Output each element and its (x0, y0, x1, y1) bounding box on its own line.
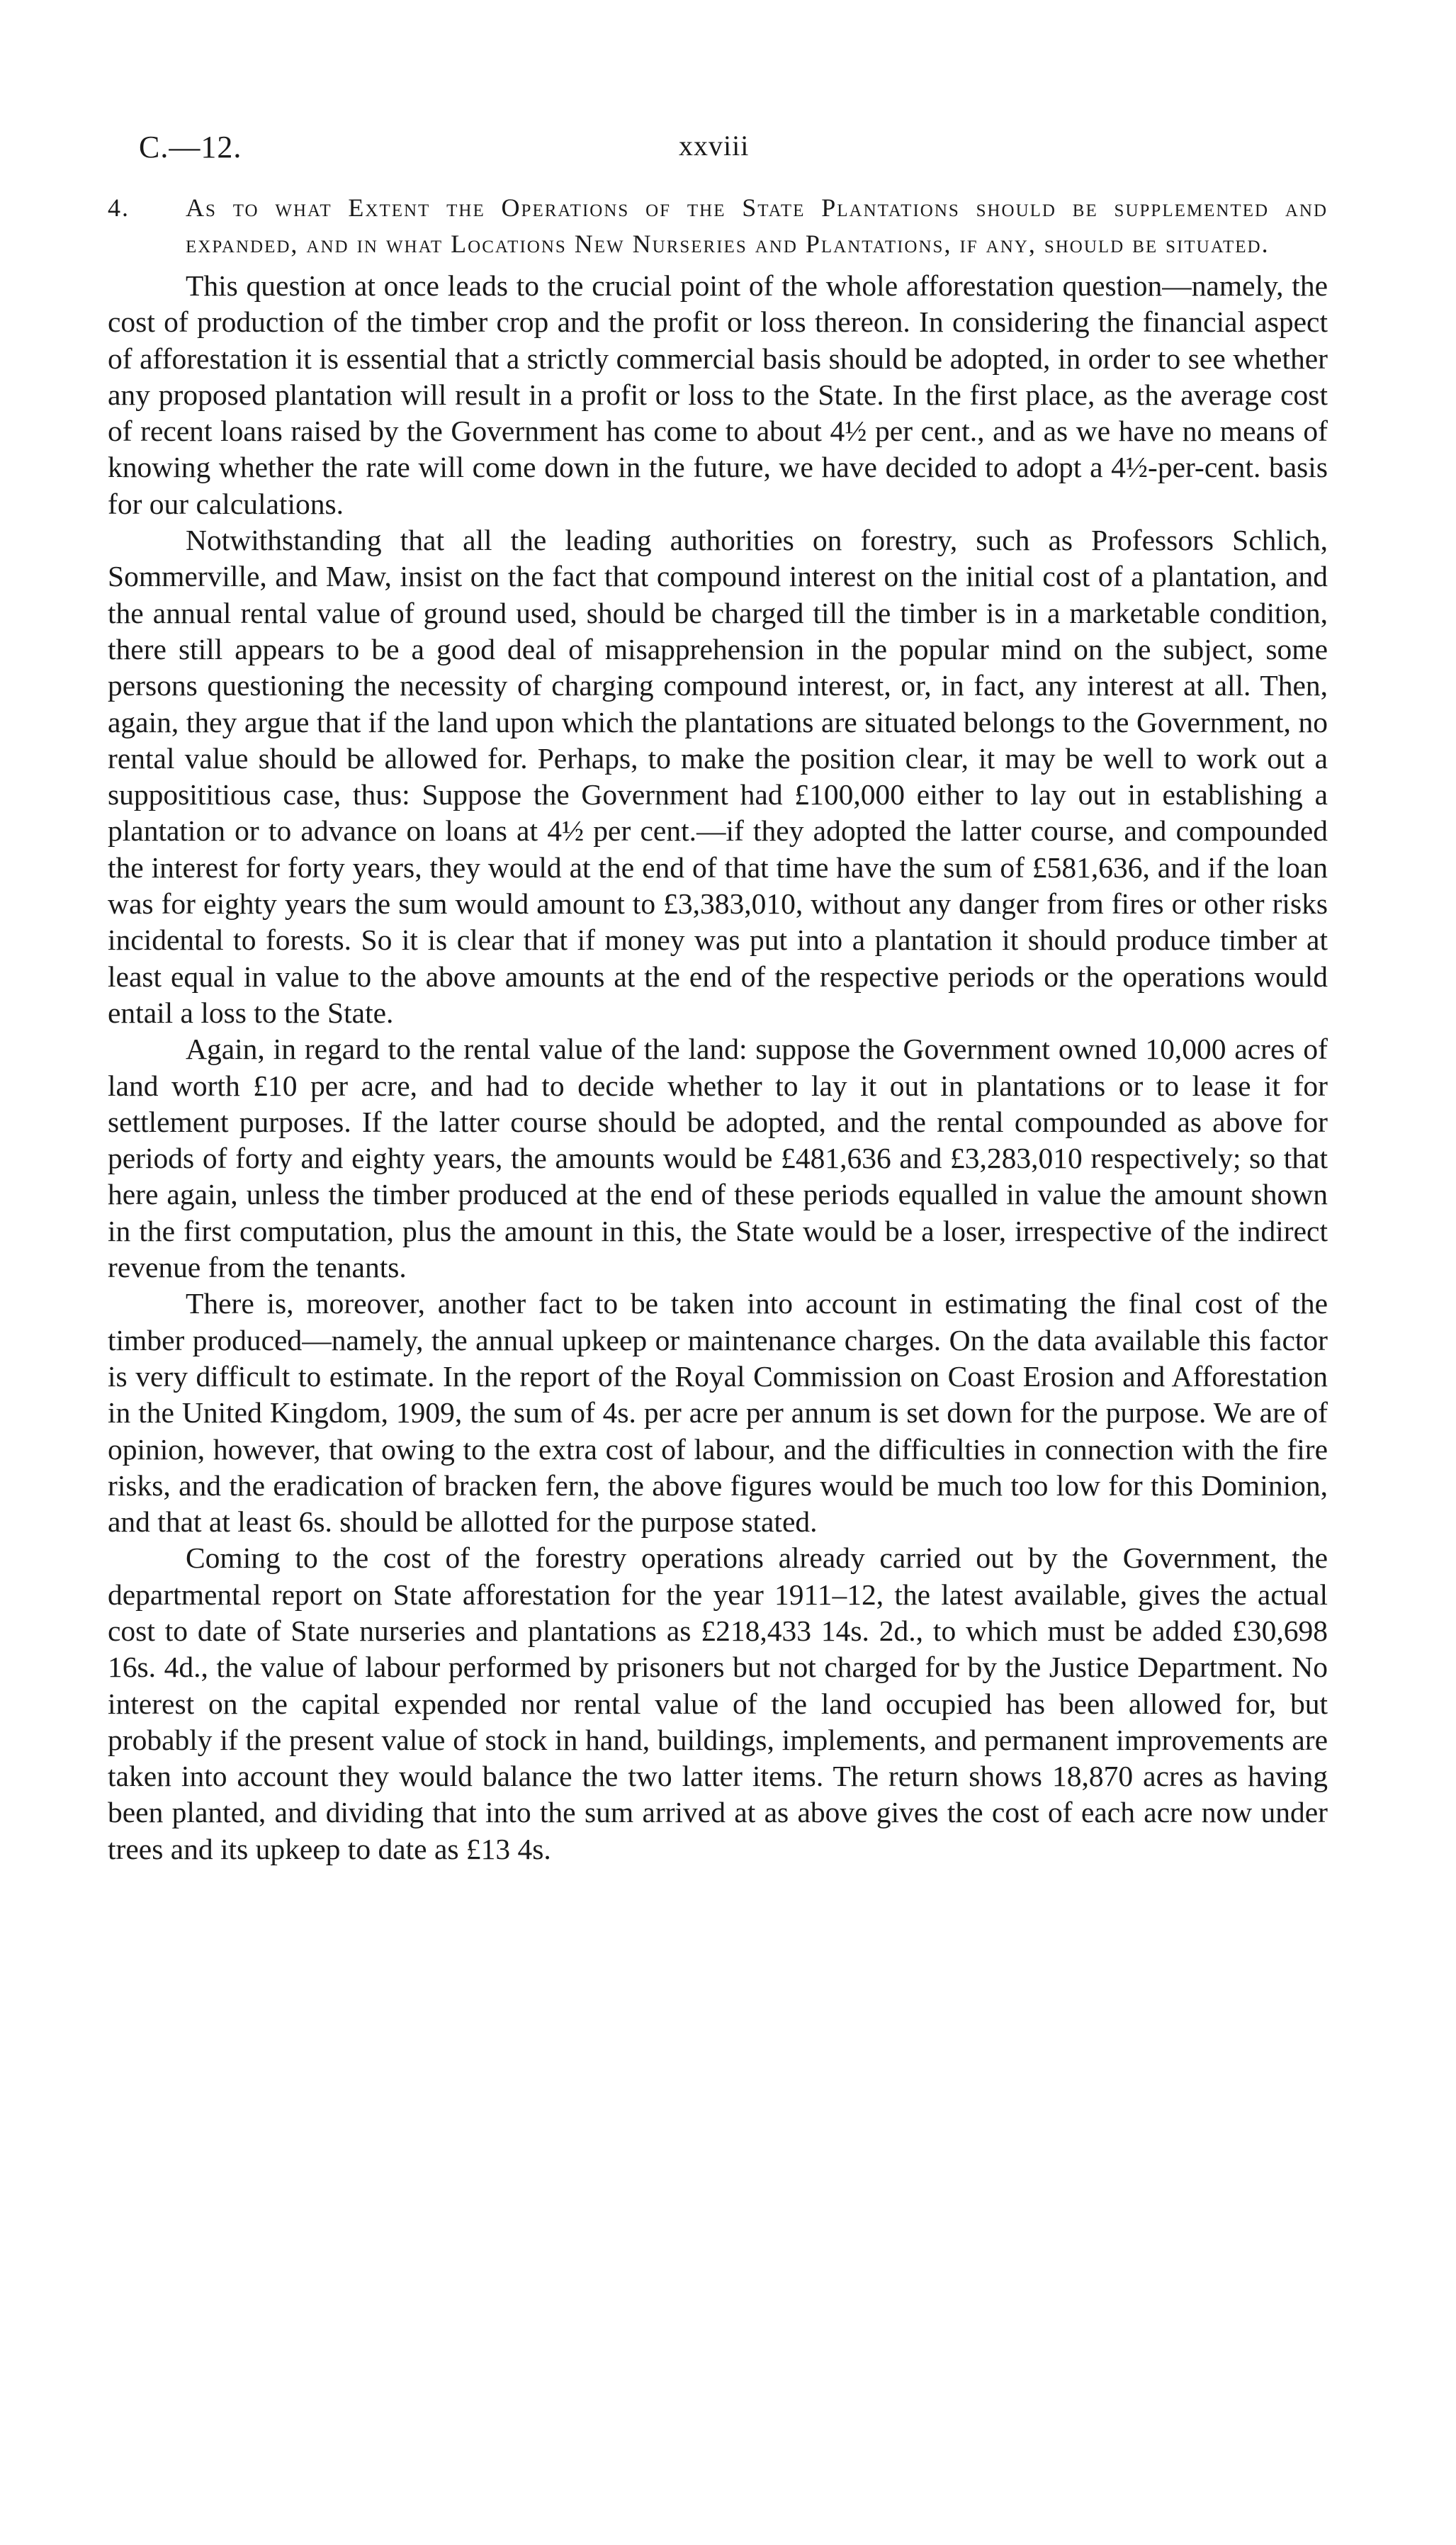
section-code: C.—12. (139, 130, 242, 164)
section-title: As to what Extent the Operations of the State Plantations should be supplemented and expanded, and in what Locations New Nurseries and Plantations, if any, should be situated. (186, 193, 1328, 258)
paragraph-compound-interest: Notwithstanding that all the leading authorities on forestry, such as Professors Schlich, Sommerville, and Maw, insist on the fact that compound interest on the initial cost of a plantation, and the annual rental value of ground used, should be charged till the timber is in a marketable condition, there still appears to be a good deal of misapprehension in the popular mind on the subject, some persons questioning the necessity of charging compound interest, or, in fact, any interest at all. Then, again, they argue that if the land upon which the plantations are situated belongs to the Government, no rental value should be allowed for. Perhaps, to make the position clear, it may be well to work out a supposititious case, thus: Suppose the Government had £100,000 either to lay out in establishing a plantation or to advance on loans at 4½ per cent.—if they adopted the latter course, and compounded the interest for forty years, they would at the end of that time have the sum of £581,636, and if the loan was for eighty years the sum would amount to £3,383,010, without any danger from fires or other risks incidental to forests. So it is clear that if money was put into a plantation it should produce timber at least equal in value to the above amounts at the end of the respective periods or the operations would entail a loss to the State. (108, 524, 1328, 1029)
section-heading (108, 190, 1328, 262)
paragraph-maintenance-charges: There is, moreover, another fact to be taken into account in estimating the final cost of the timber produced—namely, the annual upkeep or maintenance charges. On the data available this factor is very difficult to estimate. In the report of the Royal Commission on Coast Erosion and Afforestation in the United Kingdom, 1909, the sum of 4s. per acre per annum is set down for the purpose. We are of opinion, however, that owing to the extra cost of labour, and the difficulties in connection with the fire risks, and the eradication of bracken fern, the above figures would be much too low for this Dominion, and that at least 6s. should be allotted for the purpose stated. (108, 1287, 1328, 1539)
section-number: 4. (108, 193, 130, 222)
paragraph-interest-basis: This question at once leads to the crucial point of the whole afforestation question—namely, the cost of production of the timber crop and the profit or loss thereon. In considering the financial aspect of afforestation it is essential that a strictly commercial basis should be adopted, in order to see whether any proposed plantation will result in a profit or loss to the State. In the first place, as the average cost of recent loans raised by the Government has come to about 4½ per cent., and as we have no means of knowing whether the rate will come down in the future, we have decided to adopt a 4½-per-cent. basis for our calculations. (108, 269, 1328, 520)
document-body (108, 190, 1328, 1867)
page-number: xxviii (679, 130, 750, 162)
paragraph-rental-value: Again, in regard to the rental value of the land: suppose the Government owned 10,000 acres of land worth £10 per acre, and had to decide whether to lay it out in plantations or to lease it for settlement purposes. If the latter course should be adopted, and the rental compounded as above for periods of forty and eighty years, the amounts would be £481,636 and £3,283,010 respectively; so that here again, unless the timber produced at the end of these periods equalled in value the amount shown in the first computation, plus the amount in this, the State would be a loser, irrespective of the indirect revenue from the tenants. (108, 1033, 1328, 1284)
paragraph-forestry-cost: Coming to the cost of the forestry operations already carried out by the Government, the departmental report on State afforestation for the year 1911–12, the latest available, gives the actual cost to date of State nurseries and plantations as £218,433 14s. 2d., to which must be added £30,698 16s. 4d., the value of labour performed by prisoners but not charged for by the Justice Department. No interest on the capital expended nor rental value of the land occupied has been allowed for, but probably if the present value of stock in hand, buildings, implements, and permanent improvements are taken into account they would balance the two latter items. The return shows 18,870 acres as having been planted, and dividing that into the sum arrived at as above gives the cost of each acre now under trees and its upkeep to date as £13 4s. (108, 1541, 1328, 1865)
